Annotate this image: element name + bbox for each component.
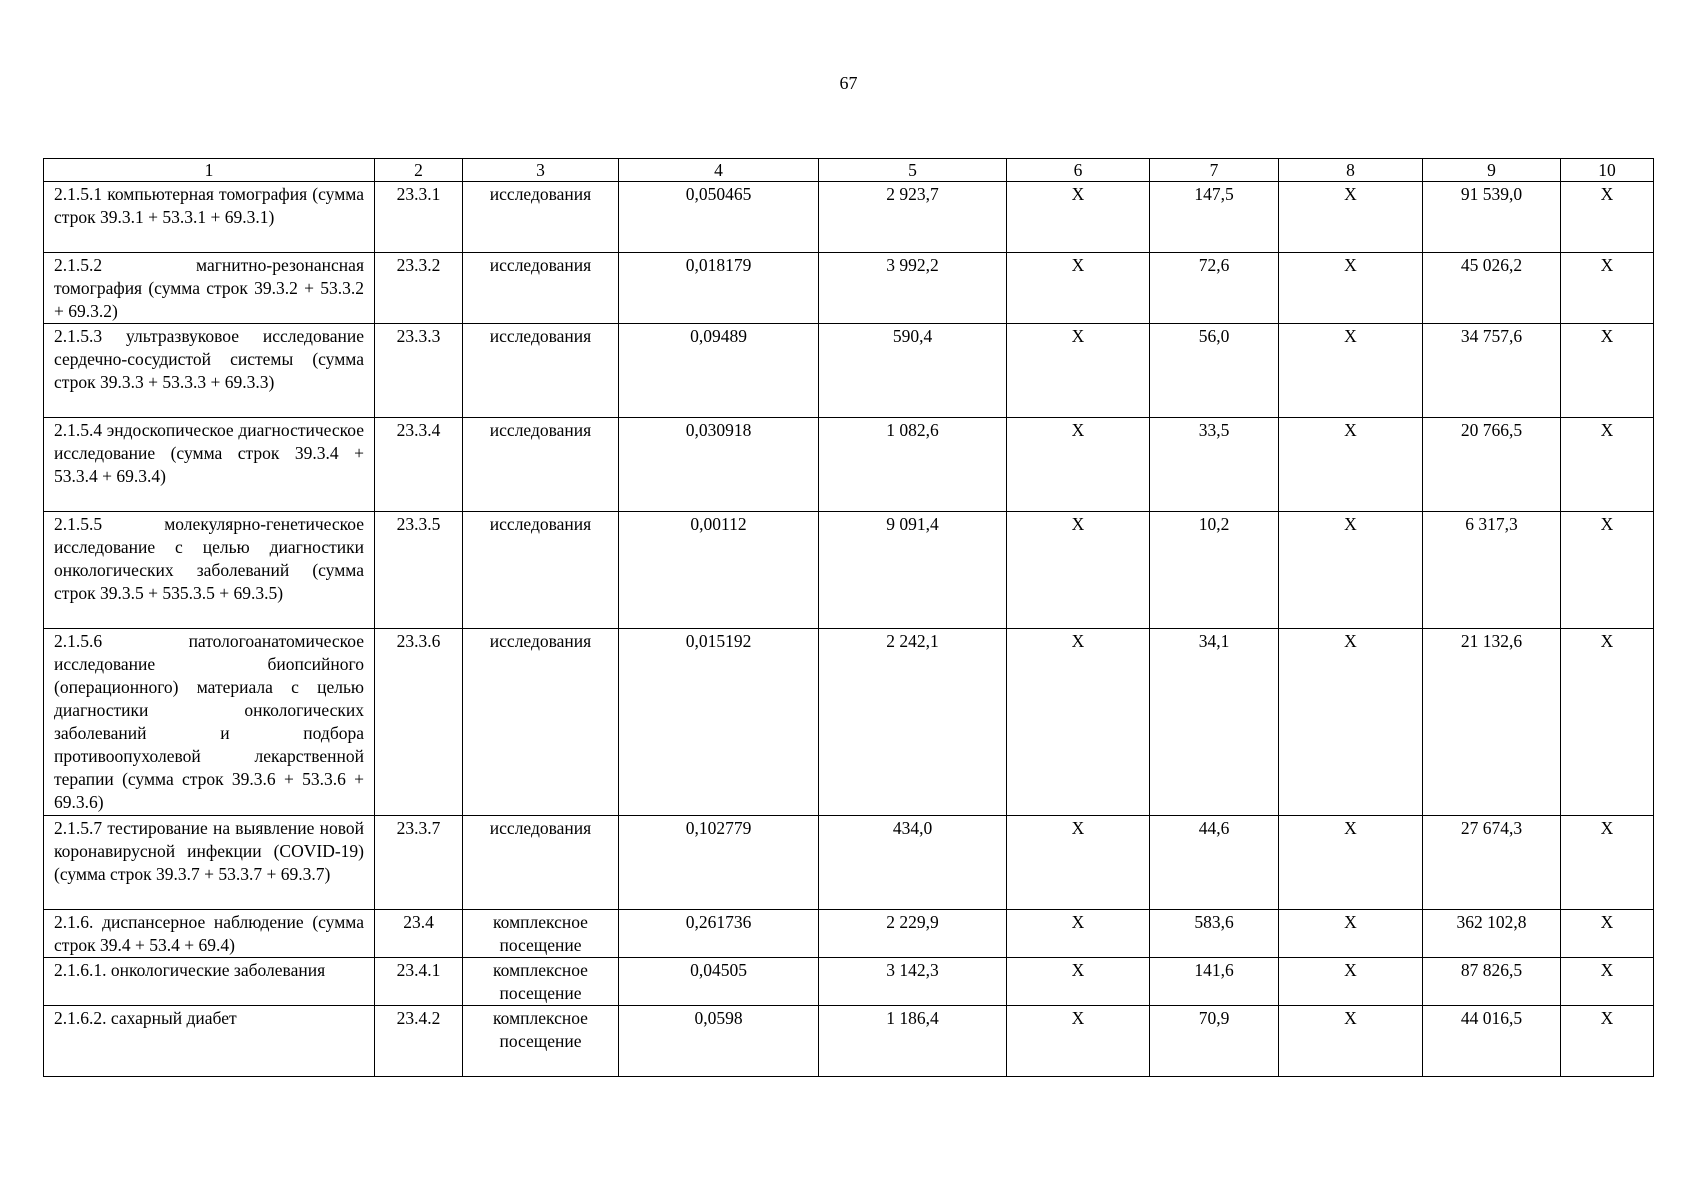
cost-per-unit: 3 992,2 xyxy=(819,253,1007,324)
column-number-row xyxy=(44,159,1654,182)
not-applicable-mark: Х xyxy=(1007,253,1150,324)
not-applicable-mark: Х xyxy=(1007,629,1150,816)
line-number: 23.3.1 xyxy=(375,182,463,253)
line-number: 23.4.1 xyxy=(375,958,463,1006)
indicator-name: 2.1.5.7 тестирование на выявление новой коронавирусной инфекции (COVID-19) (сумма строк 39.3.7 + 53.3.7 + 69.3.7) xyxy=(44,816,375,910)
not-applicable-mark: Х xyxy=(1007,324,1150,418)
not-applicable-mark: Х xyxy=(1279,910,1423,958)
not-applicable-mark: Х xyxy=(1007,958,1150,1006)
indicator-name: 2.1.6. диспансерное наблюдение (сумма строк 39.4 + 53.4 + 69.4) xyxy=(44,910,375,958)
table-row xyxy=(44,253,1654,324)
table-row xyxy=(44,958,1654,1006)
not-applicable-mark: Х xyxy=(1561,182,1654,253)
column-header: 9 xyxy=(1423,159,1561,182)
column-header: 10 xyxy=(1561,159,1654,182)
indicator-name: 2.1.5.1 компьютерная томография (сумма строк 39.3.1 + 53.3.1 + 69.3.1) xyxy=(44,182,375,253)
line-number: 23.4 xyxy=(375,910,463,958)
unit-of-measure: исследования xyxy=(463,324,619,418)
unit-of-measure: исследования xyxy=(463,182,619,253)
page-number: 67 xyxy=(839,73,858,93)
indicator-name: 2.1.5.6 патологоанатомическое исследование биопсийного (операционного) материала с целью диагностики онкологических заболеваний и подбора противоопухолевой лекарственной терапии (сумма строк 39.3.6 + 53.3.6 + 69.3.6) xyxy=(44,629,375,816)
volume-rate: 0,00112 xyxy=(619,512,819,629)
volume-rate: 0,09489 xyxy=(619,324,819,418)
per-capita-value: 33,5 xyxy=(1150,418,1279,512)
total-value: 45 026,2 xyxy=(1423,253,1561,324)
per-capita-value: 141,6 xyxy=(1150,958,1279,1006)
cost-per-unit: 3 142,3 xyxy=(819,958,1007,1006)
cost-per-unit: 434,0 xyxy=(819,816,1007,910)
cost-per-unit: 590,4 xyxy=(819,324,1007,418)
not-applicable-mark: Х xyxy=(1561,324,1654,418)
not-applicable-mark: Х xyxy=(1007,816,1150,910)
not-applicable-mark: Х xyxy=(1007,418,1150,512)
table-row xyxy=(44,910,1654,958)
unit-of-measure: исследования xyxy=(463,816,619,910)
cost-per-unit: 9 091,4 xyxy=(819,512,1007,629)
total-value: 91 539,0 xyxy=(1423,182,1561,253)
not-applicable-mark: Х xyxy=(1561,253,1654,324)
cost-per-unit: 2 229,9 xyxy=(819,910,1007,958)
not-applicable-mark: Х xyxy=(1279,958,1423,1006)
table-row xyxy=(44,1006,1654,1077)
total-value: 362 102,8 xyxy=(1423,910,1561,958)
total-value: 34 757,6 xyxy=(1423,324,1561,418)
indicator-name: 2.1.5.2 магнитно-резонансная томография (сумма строк 39.3.2 + 53.3.2 + 69.3.2) xyxy=(44,253,375,324)
not-applicable-mark: Х xyxy=(1279,629,1423,816)
unit-of-measure: комплексное посещение xyxy=(463,958,619,1006)
indicator-name: 2.1.6.1. онкологические заболевания xyxy=(44,958,375,1006)
total-value: 44 016,5 xyxy=(1423,1006,1561,1077)
per-capita-value: 72,6 xyxy=(1150,253,1279,324)
column-header: 1 xyxy=(44,159,375,182)
indicator-name: 2.1.6.2. сахарный диабет xyxy=(44,1006,375,1077)
per-capita-value: 34,1 xyxy=(1150,629,1279,816)
not-applicable-mark: Х xyxy=(1007,910,1150,958)
volume-rate: 0,04505 xyxy=(619,958,819,1006)
not-applicable-mark: Х xyxy=(1561,418,1654,512)
total-value: 6 317,3 xyxy=(1423,512,1561,629)
unit-of-measure: исследования xyxy=(463,253,619,324)
indicator-name: 2.1.5.4 эндоскопическое диагностическое исследование (сумма строк 39.3.4 + 53.3.4 + 69.3.4) xyxy=(44,418,375,512)
indicator-name: 2.1.5.3 ультразвуковое исследование сердечно-сосудистой системы (сумма строк 39.3.3 + 53.3.3 + 69.3.3) xyxy=(44,324,375,418)
not-applicable-mark: Х xyxy=(1561,629,1654,816)
column-header: 5 xyxy=(819,159,1007,182)
table-row xyxy=(44,418,1654,512)
not-applicable-mark: Х xyxy=(1279,816,1423,910)
per-capita-value: 70,9 xyxy=(1150,1006,1279,1077)
volume-rate: 0,261736 xyxy=(619,910,819,958)
cost-per-unit: 2 242,1 xyxy=(819,629,1007,816)
not-applicable-mark: Х xyxy=(1561,512,1654,629)
volume-rate: 0,015192 xyxy=(619,629,819,816)
not-applicable-mark: Х xyxy=(1561,910,1654,958)
table-row xyxy=(44,182,1654,253)
indicators-table xyxy=(43,158,1654,1077)
line-number: 23.3.3 xyxy=(375,324,463,418)
not-applicable-mark: Х xyxy=(1279,512,1423,629)
total-value: 20 766,5 xyxy=(1423,418,1561,512)
column-header: 8 xyxy=(1279,159,1423,182)
line-number: 23.3.6 xyxy=(375,629,463,816)
column-header: 3 xyxy=(463,159,619,182)
not-applicable-mark: Х xyxy=(1561,1006,1654,1077)
per-capita-value: 56,0 xyxy=(1150,324,1279,418)
table-row xyxy=(44,629,1654,816)
cost-per-unit: 2 923,7 xyxy=(819,182,1007,253)
cost-per-unit: 1 186,4 xyxy=(819,1006,1007,1077)
not-applicable-mark: Х xyxy=(1561,958,1654,1006)
cost-per-unit: 1 082,6 xyxy=(819,418,1007,512)
table-row xyxy=(44,512,1654,629)
unit-of-measure: исследования xyxy=(463,629,619,816)
line-number: 23.3.4 xyxy=(375,418,463,512)
volume-rate: 0,018179 xyxy=(619,253,819,324)
not-applicable-mark: Х xyxy=(1279,1006,1423,1077)
not-applicable-mark: Х xyxy=(1279,182,1423,253)
per-capita-value: 10,2 xyxy=(1150,512,1279,629)
not-applicable-mark: Х xyxy=(1561,816,1654,910)
volume-rate: 0,102779 xyxy=(619,816,819,910)
not-applicable-mark: Х xyxy=(1279,418,1423,512)
not-applicable-mark: Х xyxy=(1007,1006,1150,1077)
unit-of-measure: комплексное посещение xyxy=(463,1006,619,1077)
column-header: 4 xyxy=(619,159,819,182)
total-value: 21 132,6 xyxy=(1423,629,1561,816)
not-applicable-mark: Х xyxy=(1279,324,1423,418)
table-row xyxy=(44,324,1654,418)
line-number: 23.3.5 xyxy=(375,512,463,629)
unit-of-measure: исследования xyxy=(463,512,619,629)
per-capita-value: 44,6 xyxy=(1150,816,1279,910)
volume-rate: 0,050465 xyxy=(619,182,819,253)
volume-rate: 0,030918 xyxy=(619,418,819,512)
not-applicable-mark: Х xyxy=(1007,182,1150,253)
total-value: 87 826,5 xyxy=(1423,958,1561,1006)
indicator-name: 2.1.5.5 молекулярно-генетическое исследование с целью диагностики онкологических заболеваний (сумма строк 39.3.5 + 535.3.5 + 69.3.5) xyxy=(44,512,375,629)
line-number: 23.3.2 xyxy=(375,253,463,324)
volume-rate: 0,0598 xyxy=(619,1006,819,1077)
total-value: 27 674,3 xyxy=(1423,816,1561,910)
not-applicable-mark: Х xyxy=(1279,253,1423,324)
line-number: 23.3.7 xyxy=(375,816,463,910)
column-header: 7 xyxy=(1150,159,1279,182)
column-header: 6 xyxy=(1007,159,1150,182)
not-applicable-mark: Х xyxy=(1007,512,1150,629)
table-row xyxy=(44,816,1654,910)
per-capita-value: 583,6 xyxy=(1150,910,1279,958)
per-capita-value: 147,5 xyxy=(1150,182,1279,253)
unit-of-measure: комплексное посещение xyxy=(463,910,619,958)
unit-of-measure: исследования xyxy=(463,418,619,512)
line-number: 23.4.2 xyxy=(375,1006,463,1077)
column-header: 2 xyxy=(375,159,463,182)
